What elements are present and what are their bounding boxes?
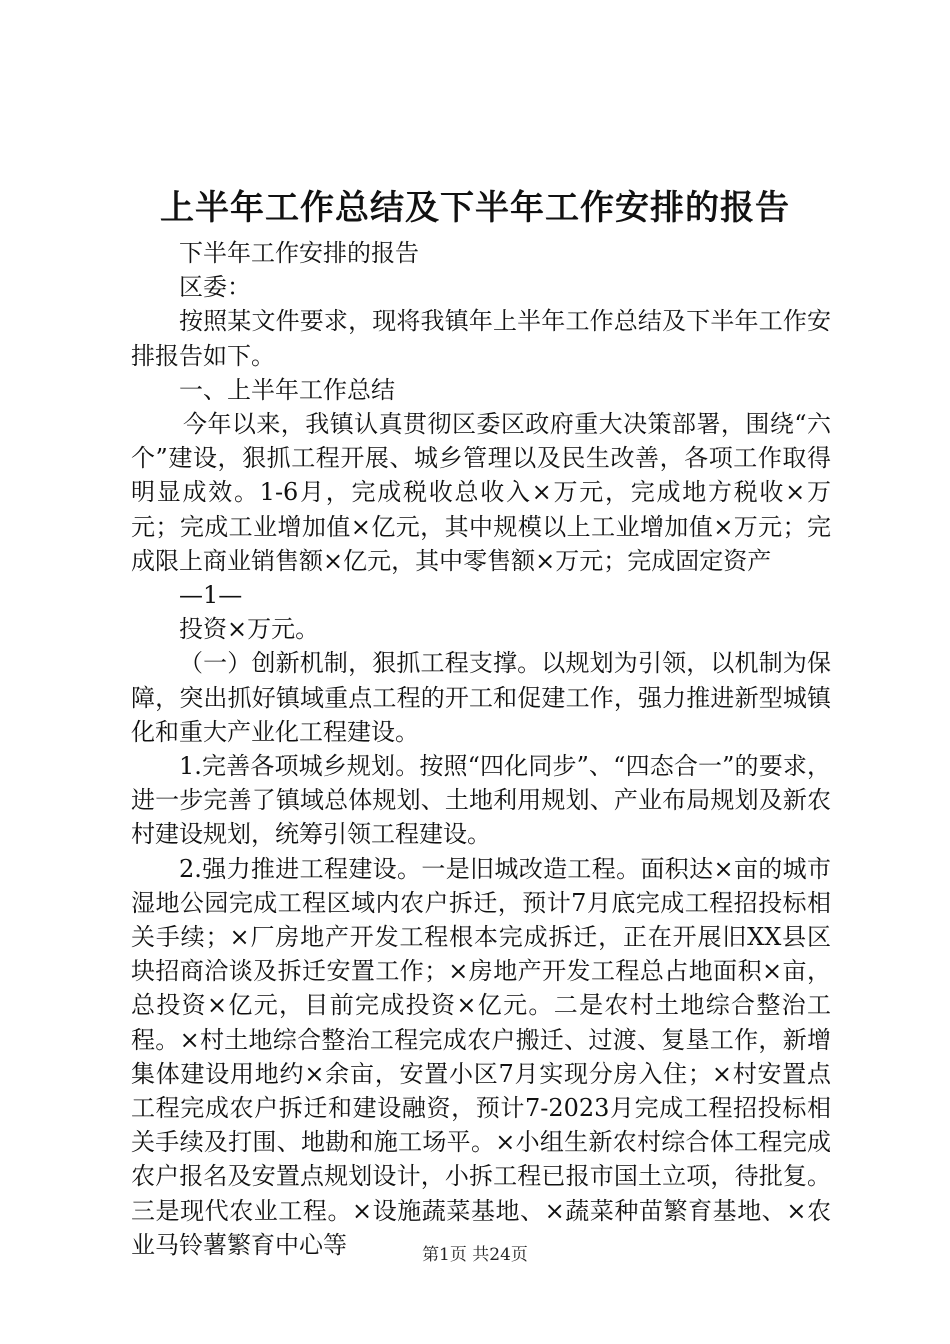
document-body	[131, 236, 831, 1262]
continuation-line: 投资×万元。	[179, 615, 320, 644]
item-paragraph-1: 1.完善各项城乡规划。按照“四化同步”、“四态合一”的要求，进一步完善了镇域总体规划、土地利用规划、产业布局规划及新农村建设规划，统筹引领工程建设。	[131, 752, 831, 849]
document-title: 上半年工作总结及下半年工作安排的报告	[160, 188, 790, 228]
subsection-paragraph: （一）创新机制，狠抓工程支撑。以规划为引领，以机制为保障，突出抓好镇域重点工程的开工和促建工作，强力推进新型城镇化和重大产业化工程建设。	[131, 649, 831, 746]
addressee: 区委：	[179, 273, 251, 302]
inline-page-number: —1—	[179, 581, 243, 610]
page-footer: 第1页 共24页	[422, 1245, 528, 1265]
section-heading: 一、上半年工作总结	[179, 375, 395, 404]
subtitle-line: 下半年工作安排的报告	[179, 239, 419, 267]
item-paragraph-2: 2.强力推进工程建设。一是旧城改造工程。面积达×亩的城市湿地公园完成工程区域内农户拆迁，预计7月底完成工程招投标相关手续；×厂房地产开发工程根本完成拆迁，正在开展旧XX县区块招商洽谈及拆迁安置工作；×房地产开发工程总占地面积×亩，总投资×亿元，目前完成投资×亿元。二是农村土地综合整治工程。×村土地综合整治工程完成农户搬迁、过渡、复垦工作，新增集体建设用地约×余亩，安置小区7月实现分房入住；×村安置点工程完成农户拆迁和建设融资，预计7-2023月完成工程招投标相关手续及打围、地勘和施工场平。×小组生新农村综合体工程完成农户报名及安置点规划设计，小拆工程已报市国土立项，待批复。三是现代农业工程。×设施蔬菜基地、×蔬菜种苗繁育基地、×农业马铃薯繁育中心等	[131, 854, 831, 1259]
intro-paragraph: 按照某文件要求，现将我镇年上半年工作总结及下半年工作安排报告如下。	[131, 307, 831, 370]
summary-paragraph: 今年以来，我镇认真贯彻区委区政府重大决策部署，围绕“六个”建设，狠抓工程开展、城乡管理以及民生改善，各项工作取得明显成效。1-6月，完成税收总收入×万元，完成地方税收×万元；完成工业增加值×亿元，其中规模以上工业增加值×万元；完成限上商业销售额×亿元，其中零售额×万元；完成固定资产	[131, 410, 831, 575]
